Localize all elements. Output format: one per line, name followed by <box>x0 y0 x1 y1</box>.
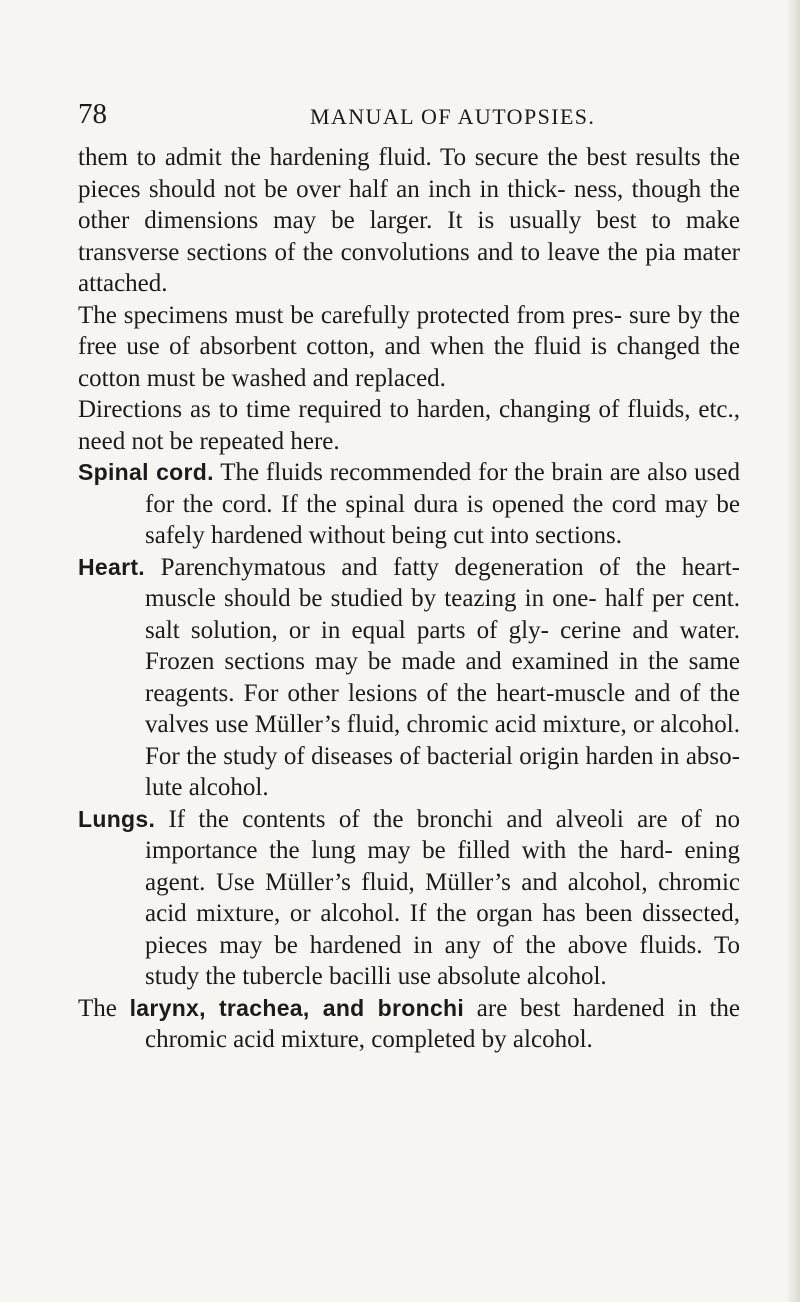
text-lungs: If the contents of the bronchi and alveoli are of no importance the lung may be filled with the hard- ening agent. Use Müller’s fluid, Müller’s and alcohol, chromic acid mixture, or alcohol. If the organ has been dissected, pieces may be hardened in any of the above fluids. To study the tubercle bacilli use absolute alcohol. <box>145 805 740 990</box>
entry-heart <box>78 552 740 804</box>
paragraph-directions: Directions as to time required to harden, changing of fluids, etc., need not be repeated here. <box>78 396 740 455</box>
paragraph-hardening: them to admit the hardening fluid. To secure the best results the pieces should not be over half an inch in thick- ness, though the other dimensions may be larger. It is usually best to make transverse sections of the convolutions and to leave the pia mater attached. <box>78 144 740 297</box>
page-edge-shadow <box>786 0 800 1302</box>
paragraph-specimens: The specimens must be carefully protected from pres- sure by the free use of absorbent cotton, and when the fluid is changed the cotton must be washed and replaced. <box>78 301 740 392</box>
page-number: 78 <box>78 98 107 130</box>
body-text <box>78 142 740 1056</box>
heading-spinal-cord: Spinal cord. <box>78 459 214 485</box>
lead-larynx: The <box>78 994 130 1022</box>
page-header <box>78 94 738 134</box>
text-larynx: are best hardened in the chromic acid mixture, completed by alcohol. <box>145 994 740 1053</box>
text-spinal-cord: The fluids recommended for the brain are also used for the cord. If the spinal dura is opened the cord may be safely hardened without being cut into sections. <box>145 459 741 549</box>
heading-lungs: Lungs. <box>78 805 156 832</box>
entry-larynx <box>78 993 740 1056</box>
heading-larynx: larynx, trachea, and bronchi <box>129 994 465 1021</box>
heading-heart: Heart. <box>78 553 145 580</box>
text-heart: Parenchymatous and fatty degeneration of the heart-muscle should be studied by teazing in one- half per cent. salt solution, or in equal parts of gly- cerine and water. Frozen sections may be made and examined in the same reagents. For other lesions of the heart-muscle and of the valves use Müller’s fluid, chromic acid mixture, or alcohol. For the study of diseases of bacterial origin harden in abso- lute alcohol. <box>145 553 740 801</box>
entry-lungs <box>78 804 740 993</box>
entry-spinal-cord <box>78 457 740 552</box>
running-head: MANUAL OF AUTOPSIES. <box>310 104 596 129</box>
